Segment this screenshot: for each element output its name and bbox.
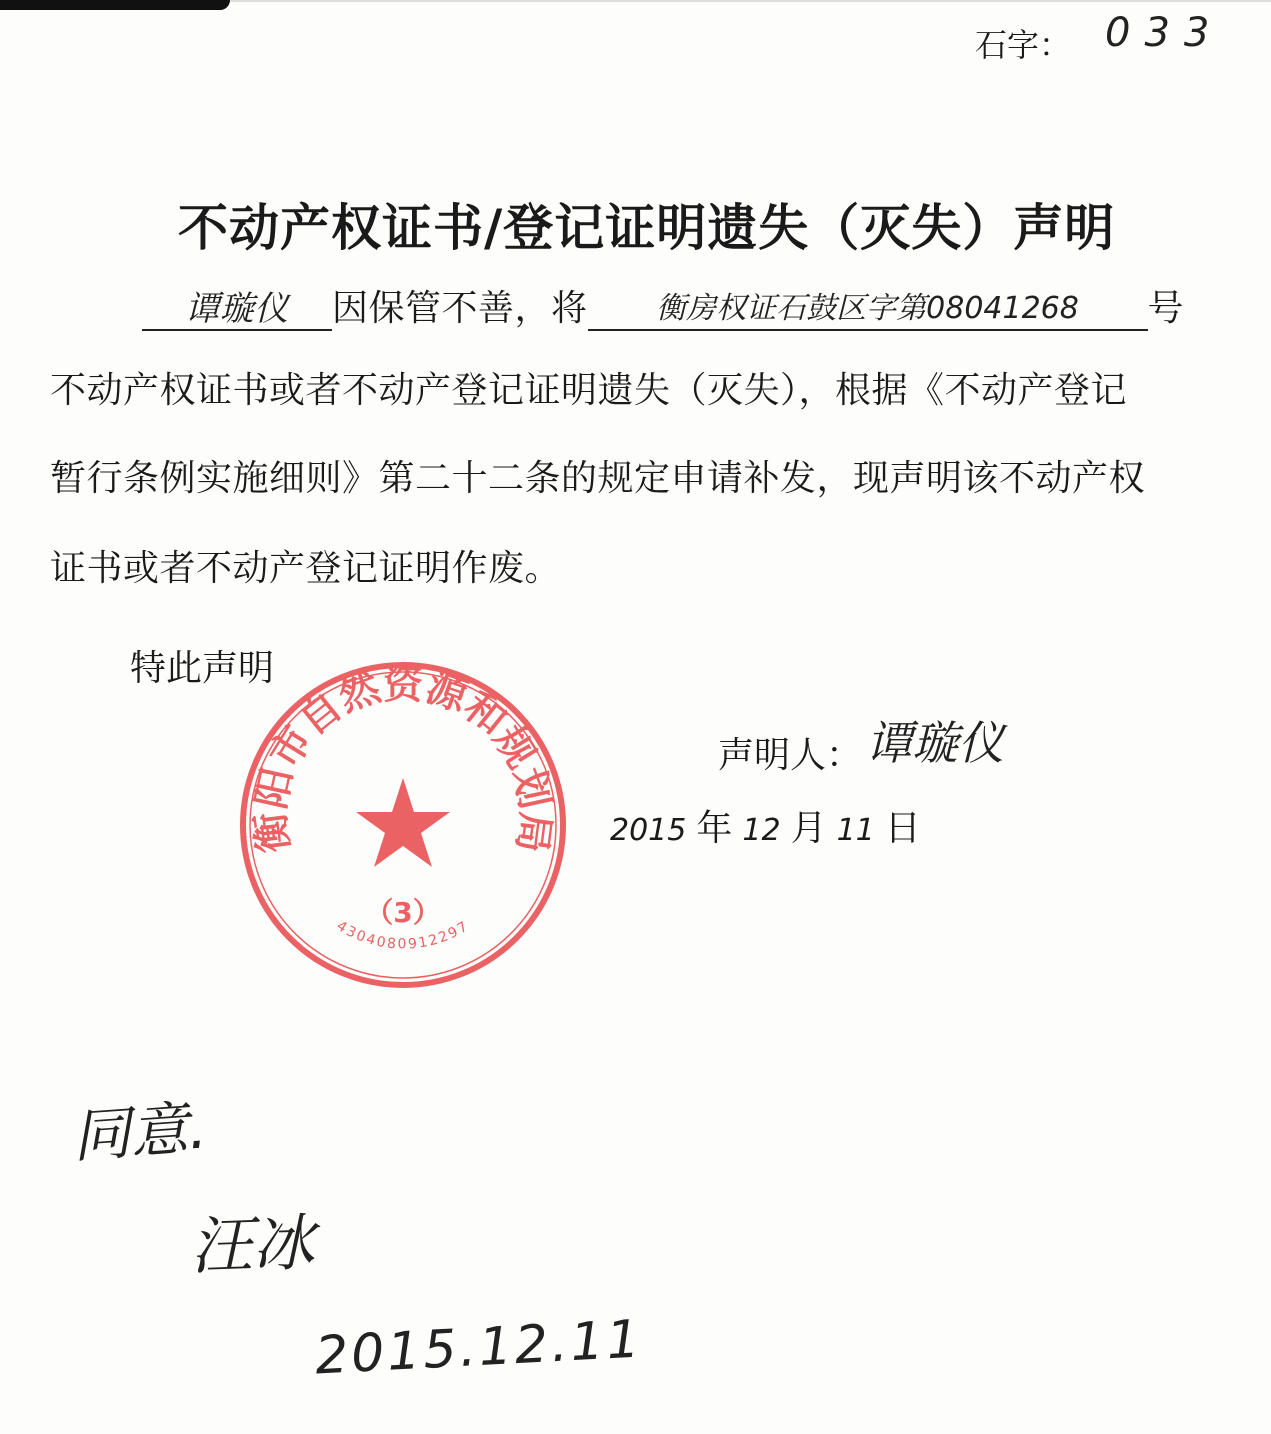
hereby-declare: 特此声明: [130, 648, 275, 689]
seal-org-name: 衡阳市自然资源和规划局: [247, 662, 559, 856]
official-seal: [238, 660, 568, 990]
date-year: 2015: [610, 813, 687, 848]
approval-date: 2015.12.11: [313, 1309, 645, 1387]
declaration-line-2: 不动产权证书或者不动产登记证明遗失（灭失），根据《不动产登记: [50, 370, 1128, 411]
year-unit: 年: [696, 808, 733, 849]
declarant-label: 声明人：: [718, 735, 863, 776]
approver-signature: 汪冰: [188, 1205, 316, 1284]
declaration-line-1: [50, 280, 1184, 331]
month-unit: 月: [790, 808, 827, 849]
date-day: 11: [836, 813, 875, 848]
scan-ink-mark: [0, 0, 230, 10]
declarant-signature: 谭璇仪: [866, 716, 1005, 770]
date-month: 12: [742, 813, 781, 848]
number-suffix: 号: [1147, 288, 1185, 329]
seal-code: 4304080912297: [333, 917, 473, 953]
declaration-line-3: 暂行条例实施细则》第二十二条的规定申请补发，现声明该不动产权: [50, 458, 1146, 499]
declarant-line: [718, 715, 1004, 781]
declaration-line-4: 证书或者不动产登记证明作废。: [50, 548, 562, 589]
declaration-text: 因保管不善，将: [332, 288, 588, 329]
day-unit: 日: [884, 808, 921, 849]
declaration-date: [600, 800, 921, 851]
certificate-number-field: 衡房权证石鼓区字第08041268: [588, 289, 1148, 331]
serial-number: 033: [1105, 10, 1224, 56]
owner-name-field: 谭璇仪: [142, 289, 332, 331]
approval-note: 同意.: [70, 1093, 209, 1171]
serial-label: 石字：: [975, 26, 1072, 64]
seal-star-icon: [356, 778, 450, 867]
seal-number: （3）: [365, 896, 441, 929]
document-title: 不动产权证书/登记证明遗失（灭失）声明: [178, 199, 1116, 257]
